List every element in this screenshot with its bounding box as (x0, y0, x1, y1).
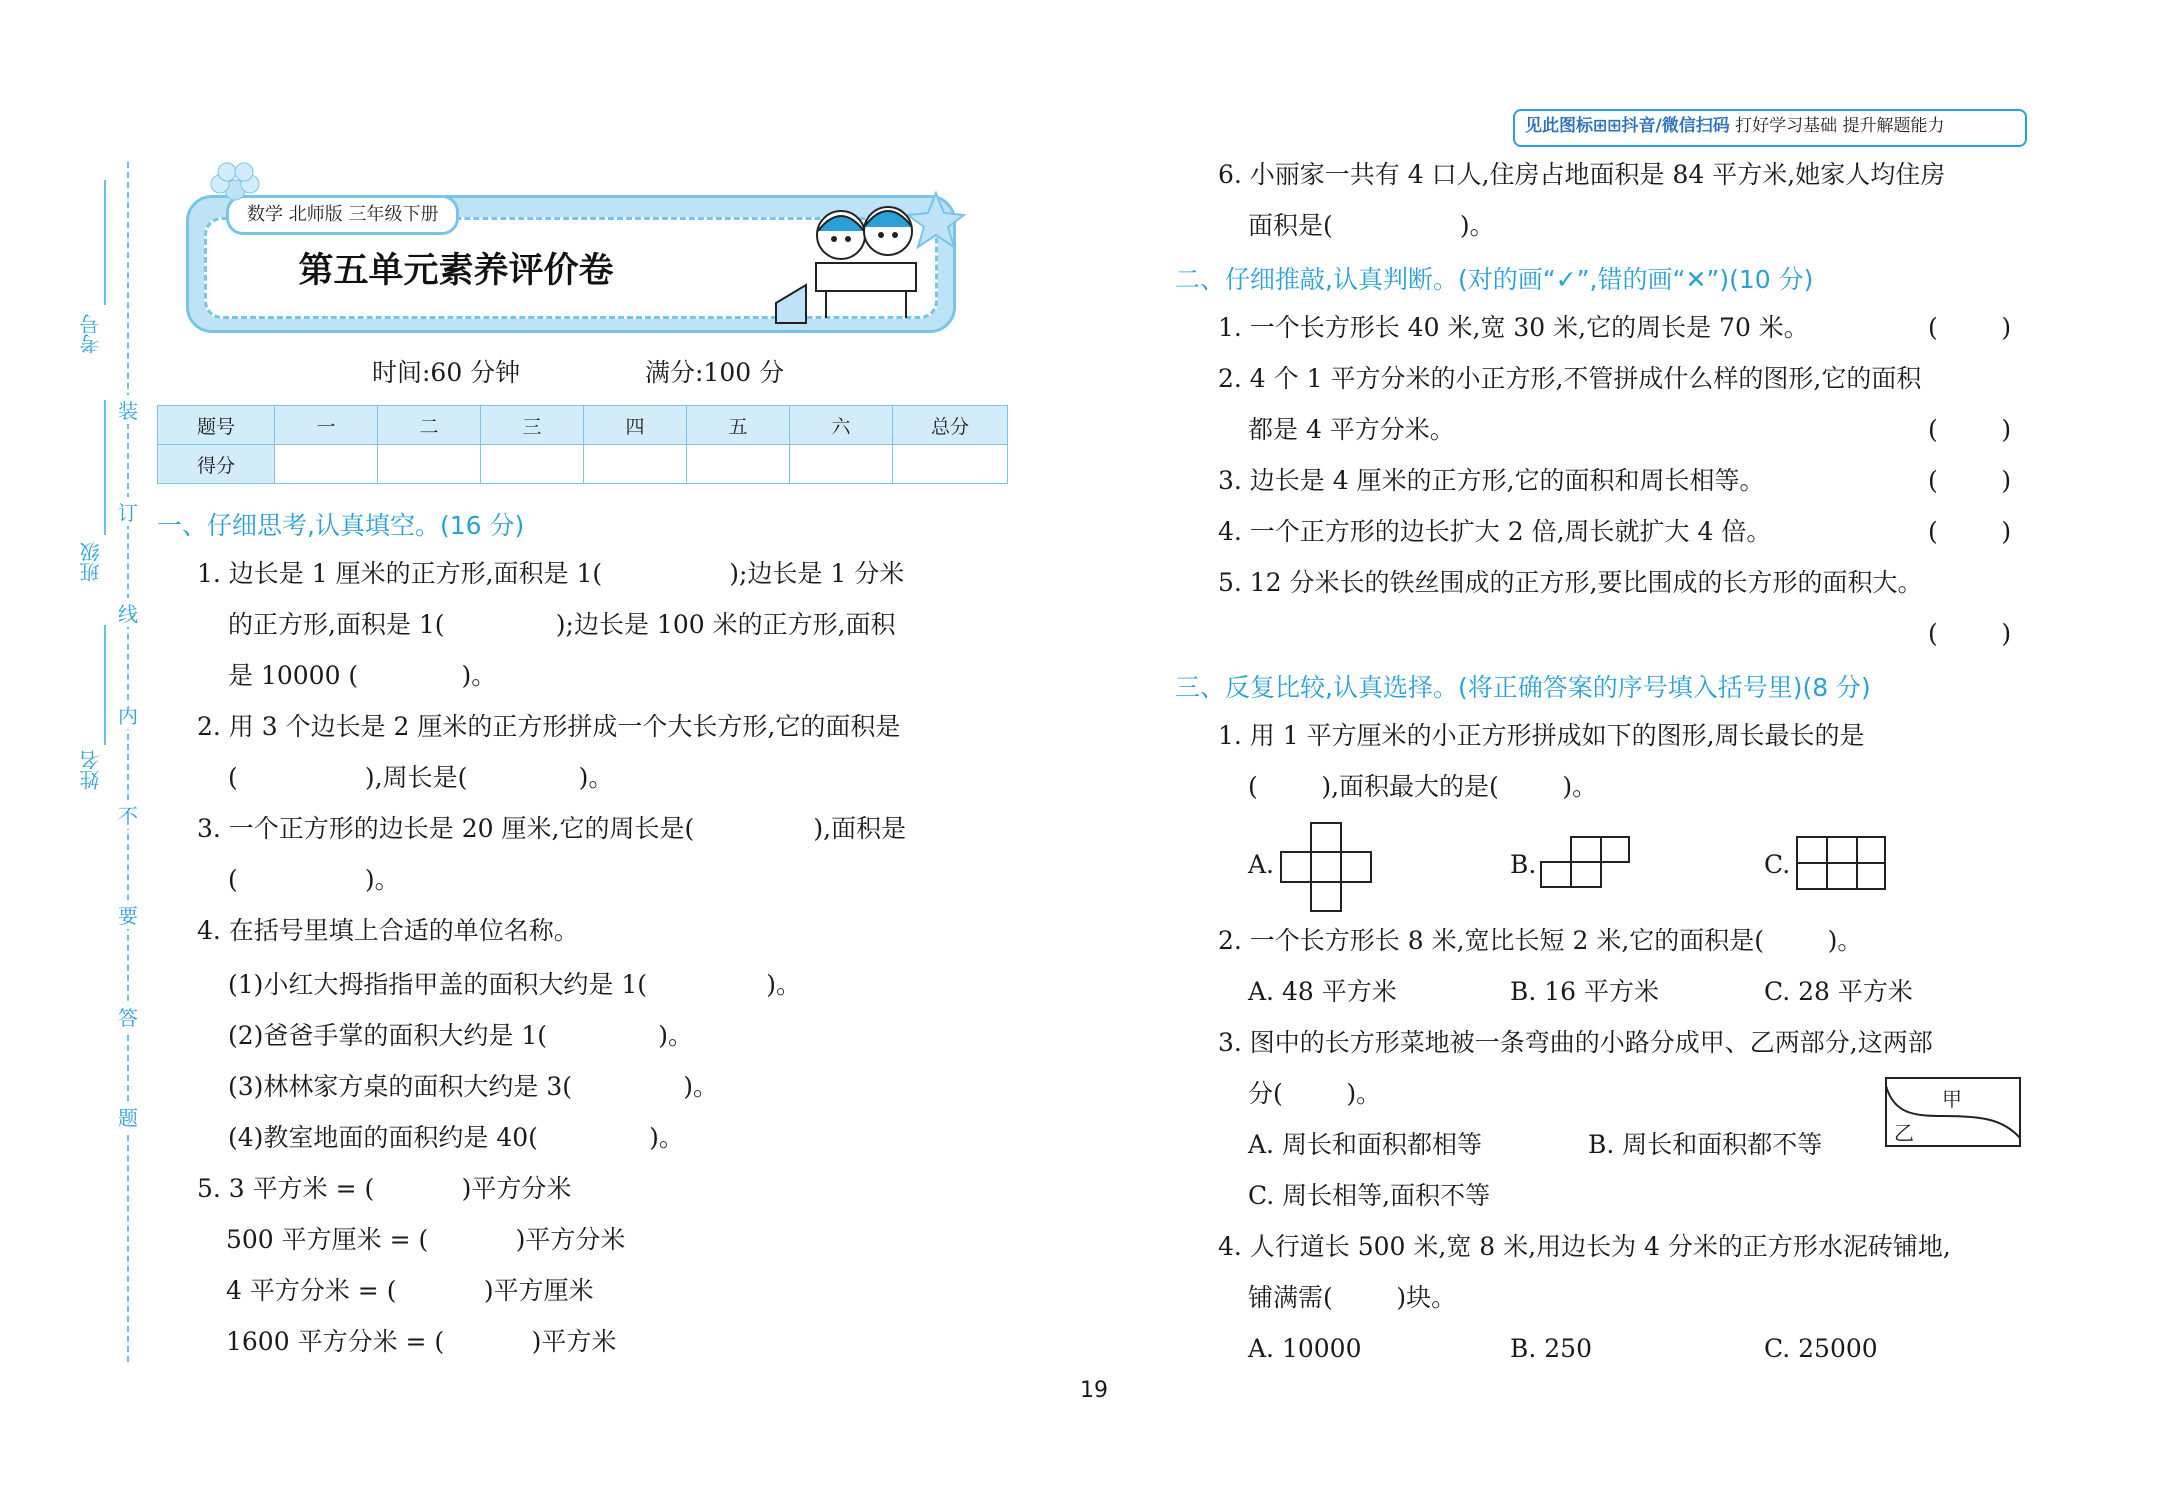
score-header: 题号 (158, 406, 275, 445)
question-line: 的正方形,面积是 1( );边长是 100 米的正方形,面积 (228, 610, 896, 639)
score-cell[interactable] (687, 445, 790, 484)
question-line: 铺满需( )块。 (1248, 1283, 1457, 1312)
score-cell[interactable] (584, 445, 687, 484)
binding-char: 内 (114, 700, 142, 729)
question-line: 5. 3 平方米 = ( )平方分米 (197, 1174, 572, 1203)
answer-paren[interactable]: ( ) (1928, 466, 2012, 495)
subject-tag: 数学 北师版 三年级下册 (226, 195, 459, 235)
binding-char: 装 (114, 395, 142, 424)
score-header: 总分 (893, 406, 1008, 445)
section2-title: 二、仔细推敲,认真判断。(对的画“✓”,错的画“✕”)(10 分) (1175, 265, 1814, 294)
answer-paren[interactable]: ( ) (1928, 313, 2012, 342)
time-limit: 时间:60 分钟 (372, 358, 521, 387)
question-line: 5. 12 分米长的铁丝围成的正方形,要比围成的长方形的面积大。 (1218, 568, 1923, 597)
option-label: C. (1764, 850, 1791, 879)
answer-paren[interactable]: ( ) (1928, 619, 2012, 648)
option-text: A. 周长和面积都相等 (1248, 1130, 1482, 1159)
class-label: 班级 (79, 542, 103, 582)
question-line: 2. 一个长方形长 8 米,宽比长短 2 米,它的面积是( )。 (1218, 926, 1863, 955)
score-header: 一 (275, 406, 378, 445)
option-text: C. 周长相等,面积不等 (1248, 1181, 1491, 1210)
question-line: 是 10000 ( )。 (228, 661, 497, 690)
page-number: 19 (1080, 1378, 1108, 1403)
question-line: 3. 一个正方形的边长是 20 厘米,它的周长是( ),面积是 (197, 814, 907, 843)
exam-title: 第五单元素养评价卷 (298, 251, 614, 291)
score-cell[interactable] (790, 445, 893, 484)
question-line: ( )。 (228, 865, 400, 894)
question-line: (2)爸爸手掌的面积大约是 1( )。 (228, 1021, 694, 1050)
question-line: 1. 一个长方形长 40 米,宽 30 米,它的周长是 70 米。 (1218, 313, 1809, 342)
binding-char: 题 (114, 1102, 142, 1131)
question-line: 面积是( )。 (1248, 211, 1495, 240)
question-line: 分( )。 (1248, 1079, 1382, 1108)
question-line: (1)小红大拇指指甲盖的面积大约是 1( )。 (228, 970, 801, 999)
question-line: 500 平方厘米 = ( )平方分米 (226, 1225, 626, 1254)
score-table (157, 405, 1008, 484)
name-line (104, 625, 106, 745)
score-header: 三 (481, 406, 584, 445)
question-line: ( ),面积最大的是( )。 (1248, 772, 1598, 801)
option-text: A. 10000 (1248, 1334, 1362, 1363)
section1-title: 一、仔细思考,认真填空。(16 分) (157, 511, 525, 540)
question-line: 6. 小丽家一共有 4 口人,住房占地面积是 84 平方米,她家人均住房 (1218, 160, 1946, 189)
score-cell[interactable] (893, 445, 1008, 484)
title-badge (186, 195, 956, 333)
banner-left: 见此图标⊞⊞抖音/微信扫码 (1525, 116, 1730, 136)
option-text: A. 48 平方米 (1248, 977, 1397, 1006)
binding-char: 不 (114, 800, 142, 829)
question-line: (4)教室地面的面积约是 40( )。 (228, 1123, 684, 1152)
region-a-label: 甲 (1942, 1087, 1962, 1111)
score-cell[interactable] (481, 445, 584, 484)
question-line: 1600 平方分米 = ( )平方米 (226, 1327, 617, 1356)
region-b-label: 乙 (1894, 1121, 1914, 1145)
students-illustration (746, 173, 966, 333)
section3-title: 三、反复比较,认真选择。(将正确答案的序号填入括号里)(8 分) (1175, 673, 1871, 702)
score-cell[interactable] (275, 445, 378, 484)
binding-dashed-line (127, 162, 129, 1362)
question-line: 2. 用 3 个边长是 2 厘米的正方形拼成一个大长方形,它的面积是 (197, 712, 901, 741)
option-text: B. 250 (1510, 1334, 1592, 1363)
vegetable-field-figure (1884, 1076, 2024, 1150)
full-score: 满分:100 分 (645, 358, 785, 387)
binding-char: 订 (114, 497, 142, 526)
exam-number-label: 考号 (79, 314, 103, 354)
question-line: 4. 人行道长 500 米,宽 8 米,用边长为 4 分米的正方形水泥砖铺地, (1218, 1232, 1951, 1261)
question-line: ( ),周长是( )。 (228, 763, 614, 792)
score-header: 五 (687, 406, 790, 445)
option-text: C. 25000 (1764, 1334, 1878, 1363)
binding-char: 答 (114, 1002, 142, 1031)
class-line (104, 400, 106, 535)
question-line: 4. 在括号里填上合适的单位名称。 (197, 916, 579, 945)
question-line: 1. 边长是 1 厘米的正方形,面积是 1( );边长是 1 分米 (197, 559, 905, 588)
cross-shape-figure (1280, 822, 1370, 912)
option-label: A. (1248, 850, 1275, 879)
question-line: 3. 图中的长方形菜地被一条弯曲的小路分成甲、乙两部分,这两部 (1218, 1028, 1933, 1057)
binding-char: 线 (114, 598, 142, 627)
question-line: (3)林林家方桌的面积大约是 3( )。 (228, 1072, 719, 1101)
option-text: B. 周长和面积都不等 (1588, 1130, 1823, 1159)
question-line: 都是 4 平方分米。 (1248, 415, 1455, 444)
score-header: 六 (790, 406, 893, 445)
step-shape-figure (1540, 836, 1630, 888)
question-line: 3. 边长是 4 厘米的正方形,它的面积和周长相等。 (1218, 466, 1765, 495)
scan-banner (1513, 109, 2027, 147)
score-cell[interactable] (378, 445, 481, 484)
question-line: 1. 用 1 平方厘米的小正方形拼成如下的图形,周长最长的是 (1218, 721, 1865, 750)
score-row-label: 得分 (158, 445, 275, 484)
banner-right: 打好学习基础 提升解题能力 (1735, 116, 1945, 136)
name-label: 姓名 (79, 750, 103, 790)
question-line: 4 平方分米 = ( )平方厘米 (226, 1276, 594, 1305)
flower-decoration (200, 160, 270, 220)
option-label: B. (1510, 850, 1537, 879)
answer-paren[interactable]: ( ) (1928, 415, 2012, 444)
question-line: 4. 一个正方形的边长扩大 2 倍,周长就扩大 4 倍。 (1218, 517, 1772, 546)
score-header: 二 (378, 406, 481, 445)
exam-number-line (104, 180, 106, 305)
option-text: B. 16 平方米 (1510, 977, 1660, 1006)
score-header: 四 (584, 406, 687, 445)
question-line: 2. 4 个 1 平方分米的小正方形,不管拼成什么样的图形,它的面积 (1218, 364, 1922, 393)
binding-char: 要 (114, 900, 142, 929)
answer-paren[interactable]: ( ) (1928, 517, 2012, 546)
option-text: C. 28 平方米 (1764, 977, 1913, 1006)
rectangle-shape-figure (1796, 836, 1886, 890)
